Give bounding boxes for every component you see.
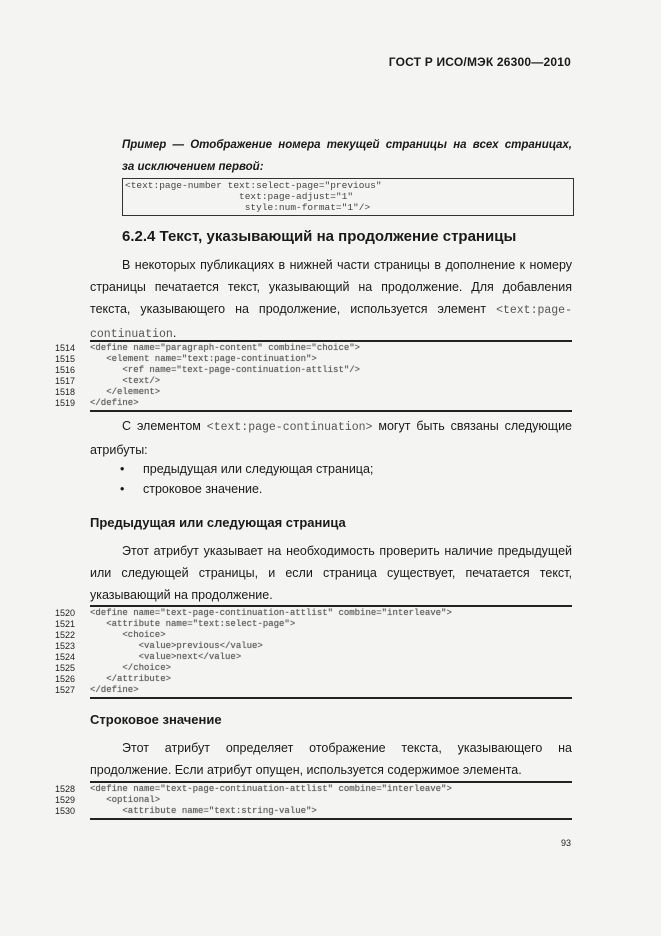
listing-bottom-rule — [90, 697, 572, 699]
section-title: 6.2.4 Текст, указывающий на продолжение страницы — [122, 228, 517, 245]
line-number: 1528 — [55, 784, 76, 794]
code-text: <define name="text-page-continuation-attlist" combine="interleave"> — [90, 608, 452, 618]
example-caption-line-1: Пример — Отображение номера текущей страницы на всех страницах, — [122, 139, 572, 151]
inline-code: <text:page- — [496, 304, 572, 317]
code-text: <text/> — [90, 376, 161, 386]
paragraph-line: или следующей страницы, и если страница существует, печатается текст, — [90, 566, 572, 580]
line-number: 1517 — [55, 376, 76, 386]
line-number: 1526 — [55, 674, 76, 684]
paragraph-text: текста, указывающего на продолжение, используется элемент — [90, 302, 487, 316]
code-text: <choice> — [90, 630, 166, 640]
line-number: 1522 — [55, 630, 76, 640]
code-text: <optional> — [90, 795, 161, 805]
paragraph-line — [90, 415, 572, 439]
paragraph-line: В некоторых публикациях в нижней части страницы в дополнение к номеру — [122, 258, 572, 272]
paragraph-string-value — [90, 737, 572, 781]
code-text: </define> — [90, 398, 139, 408]
code-text: <value>next</value> — [90, 652, 242, 662]
paragraph-select-page — [90, 540, 572, 606]
example-code-line: <text:page-number text:select-page="previous" — [125, 180, 382, 191]
code-text: <define name="paragraph-content" combine="choice"> — [90, 343, 361, 353]
paragraph-attributes — [90, 415, 572, 461]
line-number: 1521 — [55, 619, 76, 629]
inline-code: <text:page-continuation> — [206, 421, 373, 434]
paragraph-text: . — [172, 326, 177, 340]
example-code-box — [122, 178, 574, 216]
listing-top-rule — [90, 605, 572, 607]
code-text: <attribute name="text:select-page"> — [90, 619, 296, 629]
line-number: 1515 — [55, 354, 76, 364]
paragraph-line — [90, 298, 572, 322]
paragraph-intro — [90, 254, 572, 346]
line-number: 1518 — [55, 387, 76, 397]
standard-header: ГОСТ Р ИСО/МЭК 26300—2010 — [388, 55, 571, 69]
code-text: </choice> — [90, 663, 172, 673]
line-number: 1520 — [55, 608, 76, 618]
subsection-title-string: Строковое значение — [90, 712, 222, 727]
code-text: <attribute name="text:string-value"> — [90, 806, 317, 816]
line-number: 1519 — [55, 398, 76, 408]
line-number: 1525 — [55, 663, 76, 673]
listing-bottom-rule — [90, 410, 572, 412]
bullet-text: предыдущая или следующая страница; — [143, 462, 374, 476]
paragraph-line: указывающий на продолжение. — [90, 588, 273, 602]
line-number: 1523 — [55, 641, 76, 651]
paragraph-line: Этот атрибут указывает на необходимость проверить наличие предыдущей — [122, 544, 572, 558]
code-text: <define name="text-page-continuation-attlist" combine="interleave"> — [90, 784, 452, 794]
code-text: <element name="text:page-continuation"> — [90, 354, 317, 364]
paragraph-text: могут быть связаны следующие — [378, 419, 572, 433]
paragraph-text: С элементом — [122, 419, 201, 433]
listing-bottom-rule — [90, 818, 572, 820]
code-text: </attribute> — [90, 674, 172, 684]
subsection-title-page: Предыдущая или следующая страница — [90, 515, 346, 530]
code-text: <value>previous</value> — [90, 641, 263, 651]
paragraph-line: продолжение. Если атрибут опущен, используется содержимое элемента. — [90, 763, 522, 777]
code-text: </define> — [90, 685, 139, 695]
inline-code: continuation — [90, 328, 173, 341]
line-number: 1516 — [55, 365, 76, 375]
line-number: 1514 — [55, 343, 76, 353]
bullet-text: строковое значение. — [143, 482, 263, 496]
bullet-marker: • — [120, 482, 125, 496]
line-number: 1530 — [55, 806, 76, 816]
example-caption-line-2: за исключением первой: — [122, 161, 264, 173]
line-number: 1524 — [55, 652, 76, 662]
paragraph-line: страницы печатается текст, указывающий на продолжение. Для добавления — [90, 280, 572, 294]
listing-top-rule — [90, 340, 572, 342]
line-number: 1527 — [55, 685, 76, 695]
example-code-line: style:num-format="1"/> — [125, 202, 371, 213]
code-text: </element> — [90, 387, 161, 397]
code-text: <ref name="text-page-continuation-attlist"/> — [90, 365, 361, 375]
paragraph-line: атрибуты: — [90, 443, 148, 457]
line-number: 1529 — [55, 795, 76, 805]
example-code-line: text:page-adjust="1" — [125, 191, 354, 202]
listing-top-rule — [90, 781, 572, 783]
page-number: 93 — [561, 838, 572, 848]
paragraph-line: Этот атрибут определяет отображение текста, указывающего на — [122, 741, 572, 755]
bullet-marker: • — [120, 462, 125, 476]
